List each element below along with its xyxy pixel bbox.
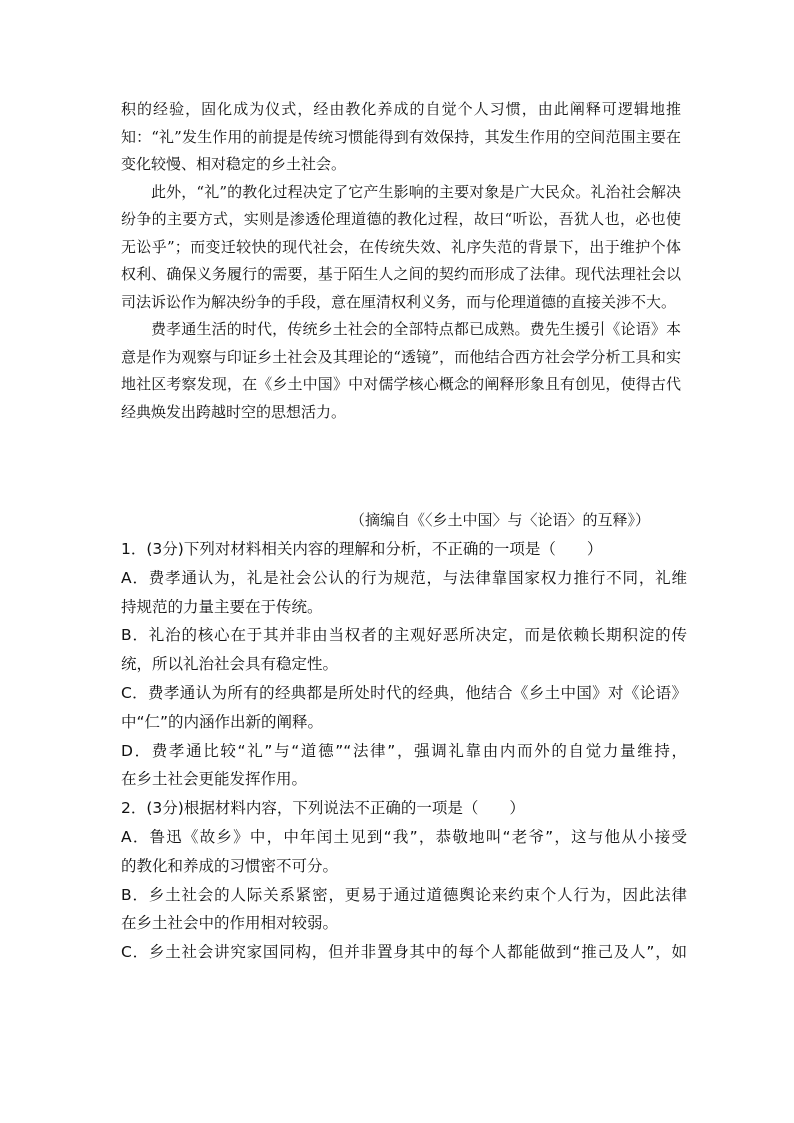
option-c-line-1: C．费孝通认为所有的经典都是所处时代的经典，他结合《乡土中国》对《论语》 xyxy=(121,683,687,702)
option-b-line-2: 统，所以礼治社会具有稳定性。 xyxy=(121,655,339,674)
question-1 xyxy=(121,535,687,794)
option-a-line-2: 持规范的力量主要在于传统。 xyxy=(121,597,323,616)
passage-paragraph-3: 费孝通生活的时代，传统乡土社会的全部特点都已成熟。费先生援引《论语》本意是作为观察与印证乡土社会及其理论的“透镜”，而他结合西方社会学分析工具和实地社区考察发现，在《乡土中国》中对儒学核心概念的阐释形象且有创见，使得古代经典焕发出跨越时空的思想活力。 xyxy=(121,320,681,421)
option-d-line-2: 在乡土社会更能发挥作用。 xyxy=(121,770,308,789)
option-a-line-2: 的教化和养成的习惯密不可分。 xyxy=(121,856,339,875)
option-b-line-2: 在乡土社会中的作用相对较弱。 xyxy=(121,914,339,933)
question-2 xyxy=(121,794,687,967)
question-stem: 1．(3分)下列对材料相关内容的理解和分析，不正确的一项是（ ） xyxy=(121,540,603,558)
question-stem: 2．(3分)根据材料内容，下列说法不正确的一项是（ ） xyxy=(121,799,525,818)
question-list xyxy=(121,535,687,967)
option-a-line-1: A．费孝通认为，礼是社会公认的行为规范，与法律靠国家权力推行不同，礼维 xyxy=(121,568,687,587)
passage-paragraph-2: 此外，“礼”的教化过程决定了它产生影响的主要对象是广大民众。礼治社会解决纷争的主要方式，实则是渗透伦理道德的教化过程，故曰“听讼，吾犹人也，必也使无讼乎”；而变迁较快的现代社会，在传统失效、礼序失范的背景下，出于维护个体权利、确保义务履行的需要，基于陌生人之间的契约而形成了法律。现代法理社会以司法诉讼作为解决纷争的手段，意在厘清权利义务，而与伦理道德的直接关涉不大。 xyxy=(121,182,681,311)
option-b-line-1: B．礼治的核心在于其并非由当权者的主观好恶所决定，而是依赖长期积淀的传 xyxy=(121,626,687,645)
option-a-line-1: A．鲁迅《故乡》中，中年闰土见到“我”，恭敬地叫“老爷”，这与他从小接受 xyxy=(121,827,687,846)
reading-passage xyxy=(121,96,681,426)
passage-source: （摘编自《〈乡土中国〉与〈论语〉的互释》） xyxy=(350,511,651,529)
passage-paragraph-1: 积的经验，固化成为仪式，经由教化养成的自觉个人习惯，由此阐释可逻辑地推知：“礼”发生作用的前提是传统习惯能得到有效保持，其发生作用的空间范围主要在变化较慢、相对稳定的乡土社会。 xyxy=(121,100,681,173)
option-d-line-1: D．费孝通比较“礼”与“道德”“法律”，强调礼靠由内而外的自觉力量维持， xyxy=(121,741,687,760)
option-c-line-2: 中“仁”的内涵作出新的阐释。 xyxy=(121,712,324,731)
option-c-line-1: C．乡土社会讲究家国同构，但并非置身其中的每个人都能做到“推己及人”，如 xyxy=(121,943,687,962)
option-b-line-1: B．乡土社会的人际关系紧密，更易于通过道德舆论来约束个人行为，因此法律 xyxy=(121,885,687,904)
